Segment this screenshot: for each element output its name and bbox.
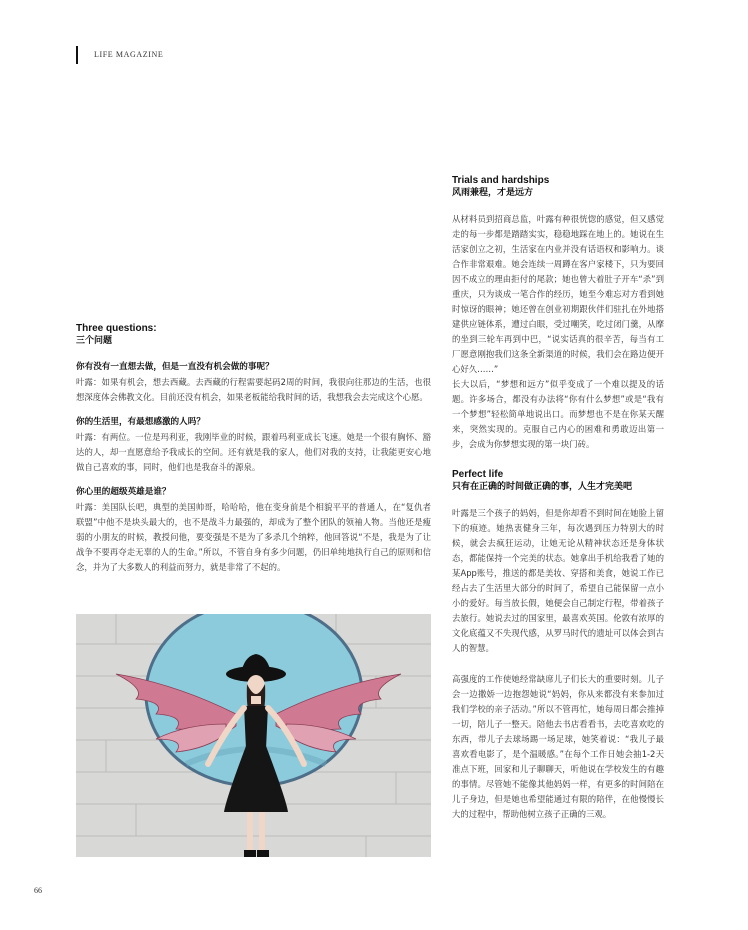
question: 你心里的超级英雄是谁？ (76, 487, 171, 497)
paragraph: 叶露是三个孩子的妈妈，但是你却看不到时间在她脸上留下的痕迹。她热衷健身三年，每次遇到压力特别大的时候，就会去疯狂运动，让她无论从精神状态还是身体状态，都能保持一个完美的状态。她拿出手机给我看了她的某App账号，推送的都是美妆、穿搭和美食，她说工作已经占去了生活里大部分的时间了，希望自己能保留一点小小的爱好。每当放长假，她便会自己制定行程，带着孩子去旅行。她说去过的国家里，最喜欢英国。伦敦有浓厚的文化底蕴又不失现代感，从罗马时代的遗址可以体会到古人的智慧。 (452, 508, 664, 653)
answer: 叶露：有两位。一位是玛利亚，我刚毕业的时候，跟着玛利亚成长飞速。她是一个很有胸怀、豁达的人，却一直愿意给予我成长的空间。还有就是我的家人，他们对我的支持，让我能更安心地做自己喜欢的事，同时，他们也是我奋斗的源泉。 (76, 432, 431, 472)
question: 你的生活里，有最想感激的人吗？ (76, 417, 205, 427)
section-title-zh: 风雨兼程，才是远方 (452, 188, 534, 198)
magazine-name: LIFE MAGAZINE (94, 50, 164, 59)
portrait-photo (76, 614, 431, 857)
section-title-zh: 三个问题 (76, 336, 113, 346)
left-column (76, 322, 431, 585)
right-column (452, 174, 664, 822)
paragraph: 长大以后，“梦想和远方”似乎变成了一个难以提及的话题。许多场合，都没有办法将“你有什么梦想”或是“我有一个梦想”轻松简单地说出口。而梦想也不是在你某天醒来，突然实现的。克服自己内心的困难和勇敢迈出第一步，会成为你梦想实现的第一块门砖。 (452, 379, 664, 449)
section-title-en: Perfect life (452, 469, 504, 480)
section-title-en: Trials and hardships (452, 175, 550, 186)
answer: 叶露：美国队长吧，典型的美国帅哥，哈哈哈，他在变身前是个相貌平平的普通人，在“复仇者联盟”中他不是块头最大的，也不是战斗力最强的，却成为了整个团队的领袖人物。当他还是瘦弱的小朋友的时候，教授问他，要变强是不是为了多杀几个纳粹，他回答说“不是，我是为了让战争不要再夺走无辜的人的生命。”所以，不管自身有多少问题，仍旧单纯地执行自己的原则和信念，并为了大多数人的利益而努力，就是非常了不起的。 (76, 502, 431, 572)
header-rule (76, 46, 78, 64)
question: 你有没有一直想去做，但是一直没有机会做的事呢？ (76, 362, 274, 372)
page-number: 66 (34, 886, 42, 895)
paragraph: 从材料员到招商总监，叶露有种很恍惚的感觉，但又感觉走的每一步都是踏踏实实，稳稳地踩在地上的。她说在生活家创立之初，生活家在内业并没有话语权和影响力。谈合作非常艰难。她会连续一周蹲在客户家楼下，只为要回因不成立的理由拒付的尾款；她也曾大着肚子开车“杀”到重庆，只为谈成一笔合作的经历，她至今难忘对方看到她时惊讶的眼神；她还曾在创业初期跟伙伴们驻扎在外地搭建供应链体系，遭过白眼，受过嘲笑，吃过闭门羹，从摩的坐到三轮车再到中巴，“说实话真的很辛苦，每当有工厂愿意刚抱我们这条全新渠道的时候，我们会在路边便开心好久……” (452, 214, 664, 374)
paragraph: 高强度的工作使她经常缺席儿子们长大的重要时刻。儿子会一边撒娇一边抱怨她说“妈妈，你从来都没有来参加过我们学校的亲子活动。”所以不管再忙，她每周日都会推掉一切，陪儿子一整天。陪他去书店看看书，去吃喜欢吃的东西，带儿子去球场踢一场足球，她笑着说：“我儿子最喜欢看电影了，是个温暖感。”在每个工作日她会抽1-2天准点下班，回家和儿子聊聊天，听他说在学校发生的有趣的事情。尽管她不能像其他妈妈一样，有更多的时间陪在儿子身边，但是她也希望能通过有限的陪伴，在他慢慢长大的过程中，帮助他树立孩子正确的三观。 (452, 674, 664, 819)
answer: 叶露：如果有机会，想去西藏。去西藏的行程需要起码2周的时间，我很向往那边的生活，也很想深度体会佛教文化。目前还没有机会，如果老板能给我时间的话，我想我会去完成这个心愿。 (76, 377, 431, 402)
section-title-en: Three questions: (76, 323, 157, 334)
section-title-zh: 只有在正确的时间做正确的事，人生才完美吧 (452, 482, 633, 492)
